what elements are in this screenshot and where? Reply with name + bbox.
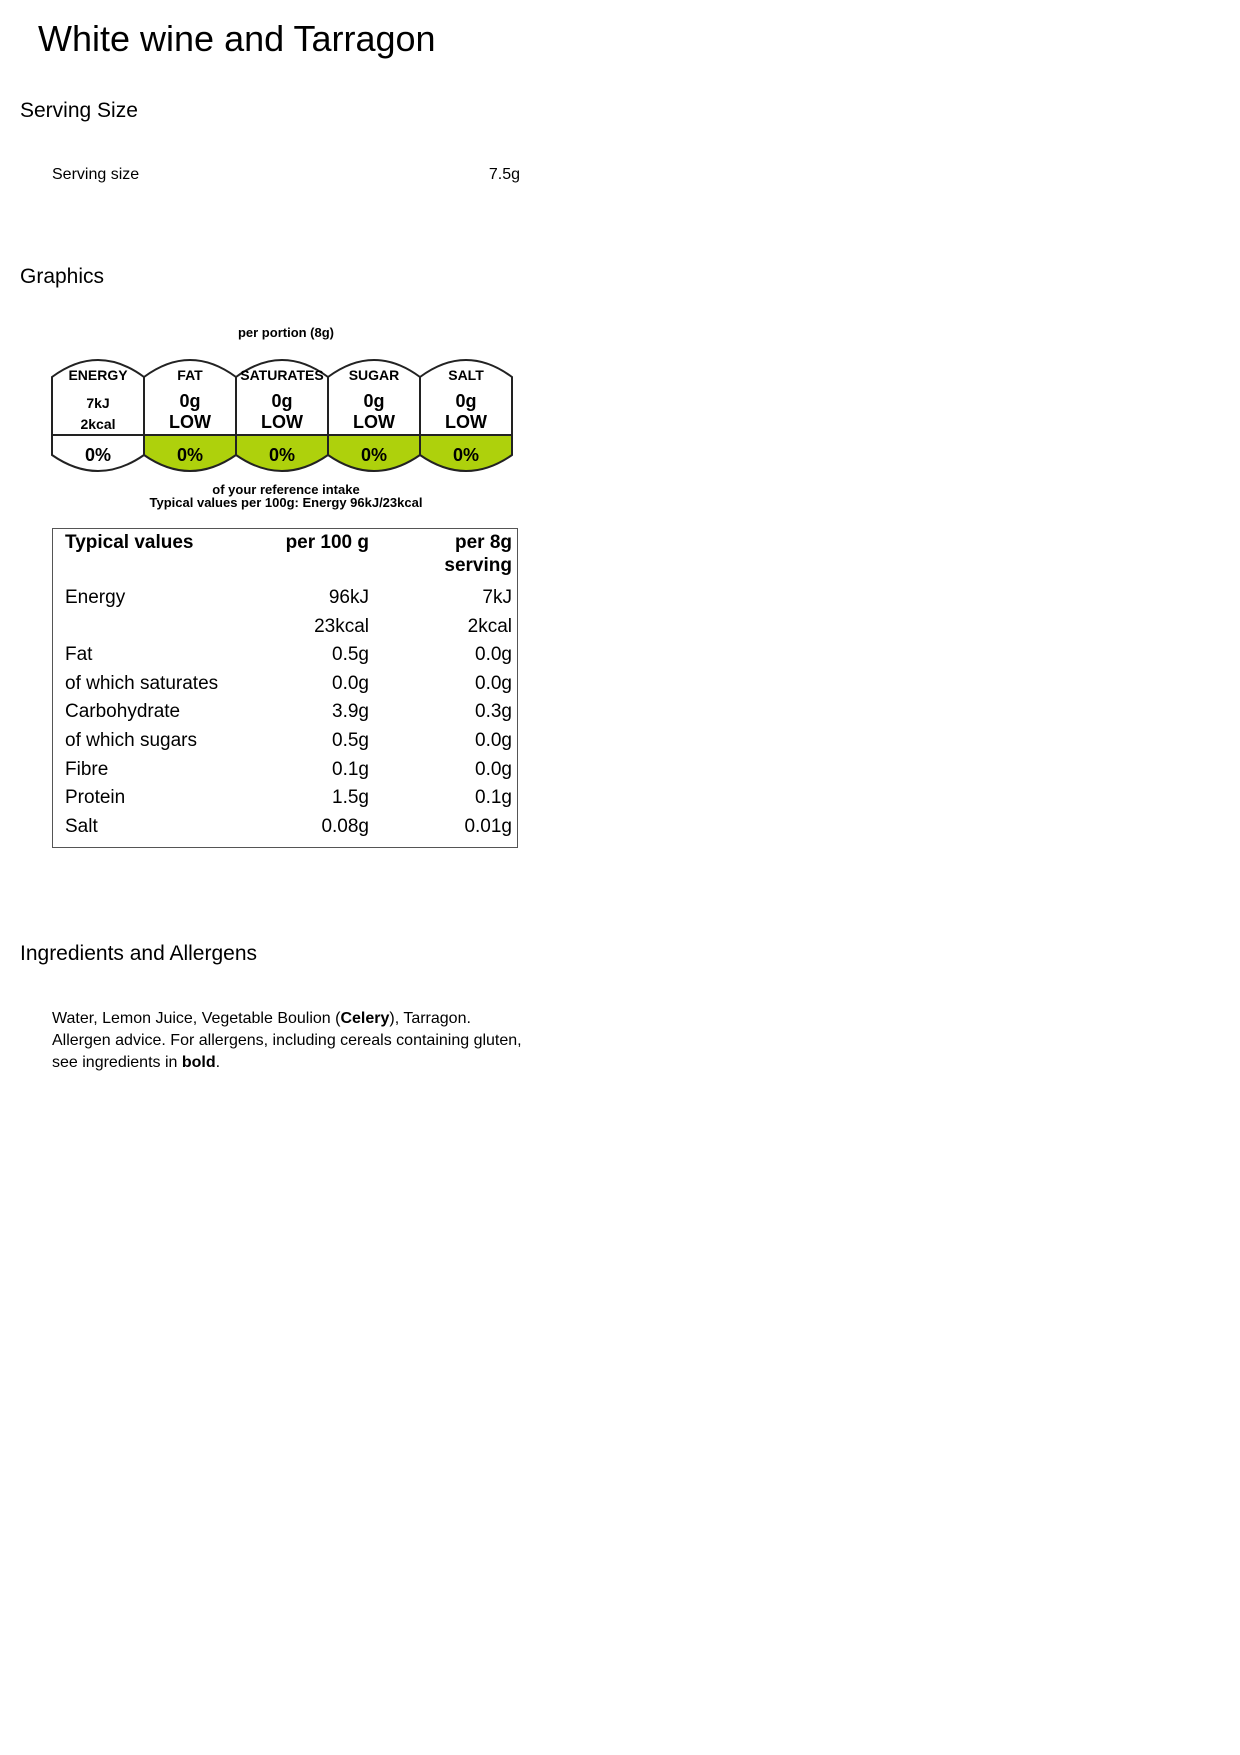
gda-fat-name: FAT (177, 367, 203, 383)
serving-size-heading: Serving Size (20, 99, 138, 122)
allergen-celery: Celery (340, 1010, 390, 1027)
per-serving-value: 0.3g (475, 701, 512, 722)
reference-intake-label (50, 325, 522, 515)
per-100g-value: 0.08g (321, 816, 369, 837)
gda-sugar-percent: 0% (360, 445, 387, 465)
typical-values-energy-text: Typical values per 100g: Energy 96kJ/23kcal (149, 495, 423, 510)
gda-fat-sub: LOW (169, 412, 211, 432)
gda-sugar-name: SUGAR (348, 367, 400, 383)
header-per-serving (444, 531, 512, 577)
serving-size-label: Serving size (52, 166, 140, 183)
nutrient-name: of which saturates (65, 673, 219, 694)
gda-energy-value: 7kJ (86, 395, 110, 411)
per-100g-value: 0.5g (332, 644, 369, 665)
per-serving-value: 0.0g (475, 644, 512, 665)
nutrient-name: Fibre (65, 759, 109, 780)
per-100g-value: 0.5g (332, 730, 369, 751)
per-100g-value: 0.0g (332, 673, 369, 694)
gda-salt-sub: LOW (445, 412, 487, 432)
per-serving-value: 7kJ (482, 587, 512, 608)
gda-fat-value: 0g (179, 391, 201, 411)
header-per-serving-line2: serving (444, 555, 512, 576)
bold-word: bold (181, 1054, 216, 1071)
per-100g-value: 3.9g (332, 701, 369, 722)
nutrient-name: Protein (65, 787, 126, 808)
gda-salt-value: 0g (455, 391, 477, 411)
per-serving-value: 0.01g (464, 816, 512, 837)
graphics-heading: Graphics (20, 265, 105, 288)
nutrient-name: Carbohydrate (65, 701, 181, 722)
gda-saturates-value: 0g (271, 391, 293, 411)
ingredients-part-2: ), Tarragon. Allergen advice. For allergens, including cereals containing gluten, see ingredients in (52, 1010, 522, 1071)
per-serving-value: 0.1g (475, 787, 512, 808)
nutrient-name: Energy (65, 587, 126, 608)
gda-sugar-value: 0g (363, 391, 385, 411)
header-per-serving-line1: per 8g (454, 532, 512, 553)
ingredients-part-1: Water, Lemon Juice, Vegetable Boulion ( (52, 1010, 341, 1027)
per-100g-value: 0.1g (332, 759, 369, 780)
gda-energy-name: ENERGY (68, 367, 128, 383)
page-title: White wine and Tarragon (38, 18, 436, 59)
nutrition-table (52, 528, 518, 848)
nutrient-name: Fat (65, 644, 93, 665)
per-serving-value: 0.0g (475, 730, 512, 751)
gda-saturates-percent: 0% (268, 445, 295, 465)
gda-salt-name: SALT (448, 367, 484, 383)
gda-sugar-sub: LOW (353, 412, 395, 432)
header-typical-values: Typical values (65, 532, 194, 553)
serving-size-value: 7.5g (488, 166, 520, 183)
ingredients-part-3: . (215, 1054, 221, 1071)
per-serving-value: 0.0g (475, 759, 512, 780)
nutrient-name: Salt (65, 816, 98, 837)
ingredients-heading: Ingredients and Allergens (20, 942, 257, 965)
per-serving-value: 2kcal (467, 616, 512, 637)
header-per-100g: per 100 g (285, 532, 369, 553)
gda-energy-sub: 2kcal (80, 416, 116, 432)
per-100g-value: 1.5g (332, 787, 369, 808)
per-100g-value: 96kJ (328, 587, 369, 608)
per-portion-caption: per portion (8g) (237, 325, 335, 340)
gda-saturates-name: SATURATES (240, 367, 324, 383)
serving-size-row (52, 166, 520, 184)
reference-intake-text: of your reference intake (212, 482, 360, 497)
ingredients-text (52, 1008, 532, 1074)
per-serving-value: 0.0g (475, 673, 512, 694)
reference-intake-caption (50, 483, 522, 509)
gda-saturates-sub: LOW (261, 412, 303, 432)
nutrient-name: of which sugars (65, 730, 198, 751)
gda-salt-percent: 0% (452, 445, 479, 465)
gda-energy-percent: 0% (84, 445, 111, 465)
per-100g-value: 23kcal (314, 616, 369, 637)
gda-fat-percent: 0% (176, 445, 203, 465)
